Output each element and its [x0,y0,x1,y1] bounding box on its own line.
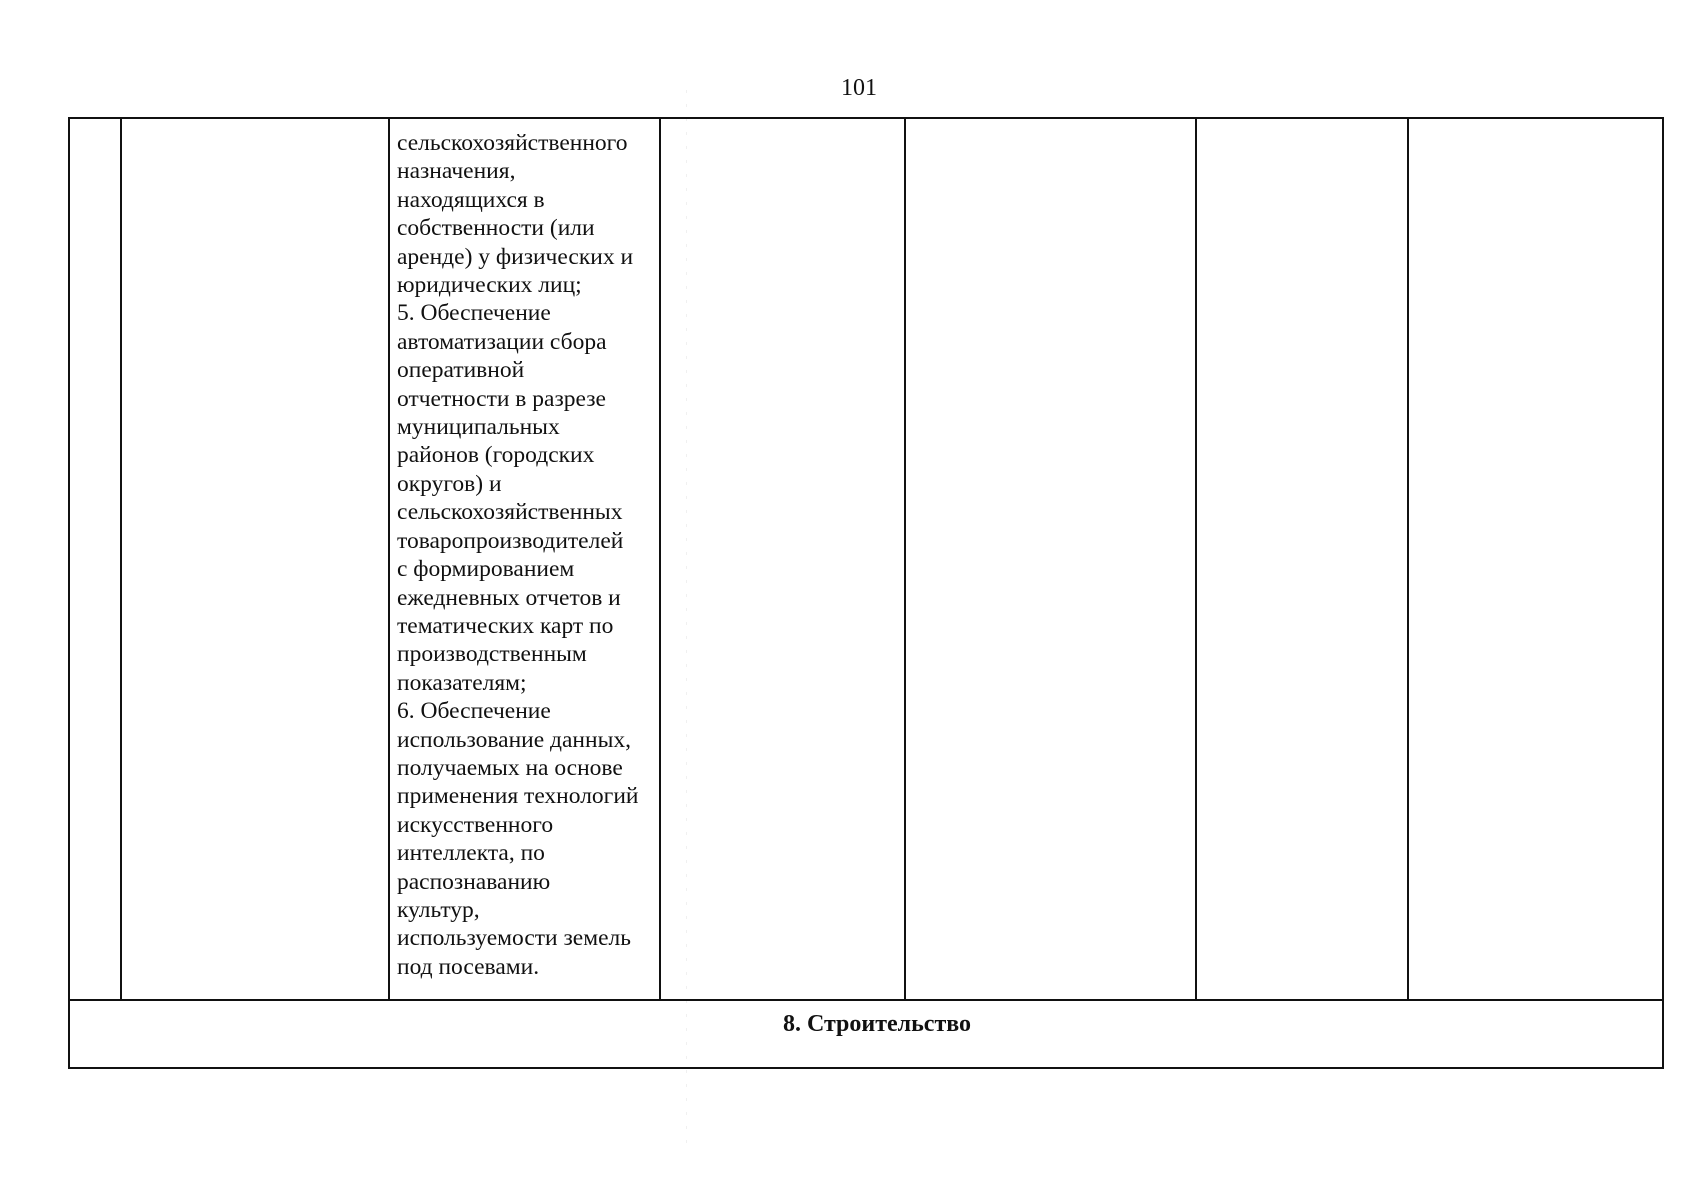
description-line: муниципальных [397,414,560,441]
description-line: под посевами. [397,953,540,980]
description-line: товаропроизводителей [397,527,624,554]
description-line: отчетности в разрезе [397,385,606,412]
description-line: искусственного [397,811,554,838]
description-line: юридических лиц; [397,272,582,299]
description-line: автоматизации сбора [397,328,607,355]
description-line: оперативной [397,357,525,384]
document-table [68,117,1664,1069]
description-line: культур, [397,896,480,923]
description-line: округов) и [397,470,502,497]
table-cell-name [121,118,389,1000]
description-line: районов (городских [397,442,595,469]
description-line: использование данных, [397,726,631,753]
description-line: ежедневных отчетов и [397,584,621,611]
description-line: интеллекта, по [397,840,545,867]
description-line: с формированием [397,556,575,583]
description-line: производственным [397,641,587,668]
table-cell-7 [1408,118,1663,1000]
section-title: 8. Строительство [782,1011,972,1037]
description-line: сельскохозяйственного [397,130,628,156]
table-cell-5 [905,118,1196,1000]
description-line: 6. Обеспечение [397,698,551,725]
description-line: получаемых на основе [397,754,623,781]
table-cell-description [389,118,660,1000]
page-number: 101 [841,75,877,101]
section-header-row [69,1000,1663,1068]
table-cell-6 [1196,118,1408,1000]
description-line: сельскохозяйственных [397,499,623,526]
table-cell-number [69,118,121,1000]
description-text [390,119,659,981]
description-line: назначения, [397,158,516,185]
description-line: находящихся в [397,186,545,213]
description-line: распознаванию [397,868,551,895]
description-line: собственности (или [397,215,595,242]
description-line: тематических карт по [397,612,614,639]
description-line: 5. Обеспечение [397,300,551,327]
description-line: применения технологий [397,783,639,810]
description-line: аренде) у физических и [397,243,634,270]
section-header-cell [69,1000,1663,1068]
description-line: показателям; [397,669,527,696]
table-cell-4 [660,118,905,1000]
description-line: используемости земель [397,925,631,952]
table-row [69,118,1663,1000]
